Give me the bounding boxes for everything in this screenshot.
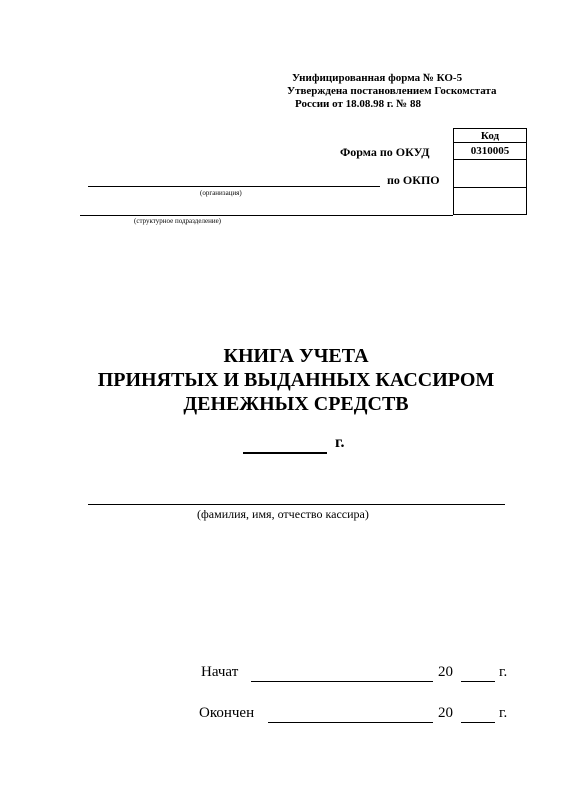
ended-label: Окончен [199, 705, 255, 721]
started-century: 20 [438, 664, 453, 680]
started-date-line[interactable] [251, 681, 433, 682]
organization-caption: (организация) [200, 189, 242, 197]
title-line-1: КНИГА УЧЕТА [223, 345, 369, 367]
title-line-3: ДЕНЕЖНЫХ СРЕДСТВ [183, 393, 409, 415]
code-header: Код [454, 129, 527, 143]
ended-date-line[interactable] [268, 722, 433, 723]
ended-year-line[interactable] [461, 722, 495, 723]
subdivision-caption: (структурное подразделение) [134, 217, 222, 225]
year-suffix: г. [335, 434, 345, 451]
okud-label: Форма по ОКУД [340, 145, 430, 159]
code-table [453, 128, 527, 215]
okud-code-cell[interactable]: 0310005 [454, 143, 527, 160]
okpo-code-cell[interactable] [454, 160, 527, 188]
book-title [0, 344, 568, 416]
started-year-line[interactable] [461, 681, 495, 682]
ended-suffix: г. [499, 705, 508, 721]
year-line[interactable] [243, 452, 327, 454]
form-approval-note [287, 72, 496, 111]
cashier-name-line[interactable] [88, 504, 505, 505]
approval-line: Утверждена постановлением Госкомстата [287, 85, 497, 97]
cashier-caption: (фамилия, имя, отчество кассира) [197, 507, 369, 521]
started-suffix: г. [499, 664, 508, 680]
extra-code-cell[interactable] [454, 188, 527, 215]
title-line-2: ПРИНЯТЫХ И ВЫДАННЫХ КАССИРОМ [97, 369, 495, 391]
organization-line[interactable] [88, 186, 380, 187]
okpo-label: по ОКПО [387, 173, 440, 187]
ended-century: 20 [438, 705, 453, 721]
subdivision-line[interactable] [80, 215, 453, 216]
form-name: Унифицированная форма № КО-5 [292, 72, 463, 84]
started-label: Начат [201, 664, 239, 680]
approval-date: России от 18.08.98 г. № 88 [295, 98, 421, 110]
